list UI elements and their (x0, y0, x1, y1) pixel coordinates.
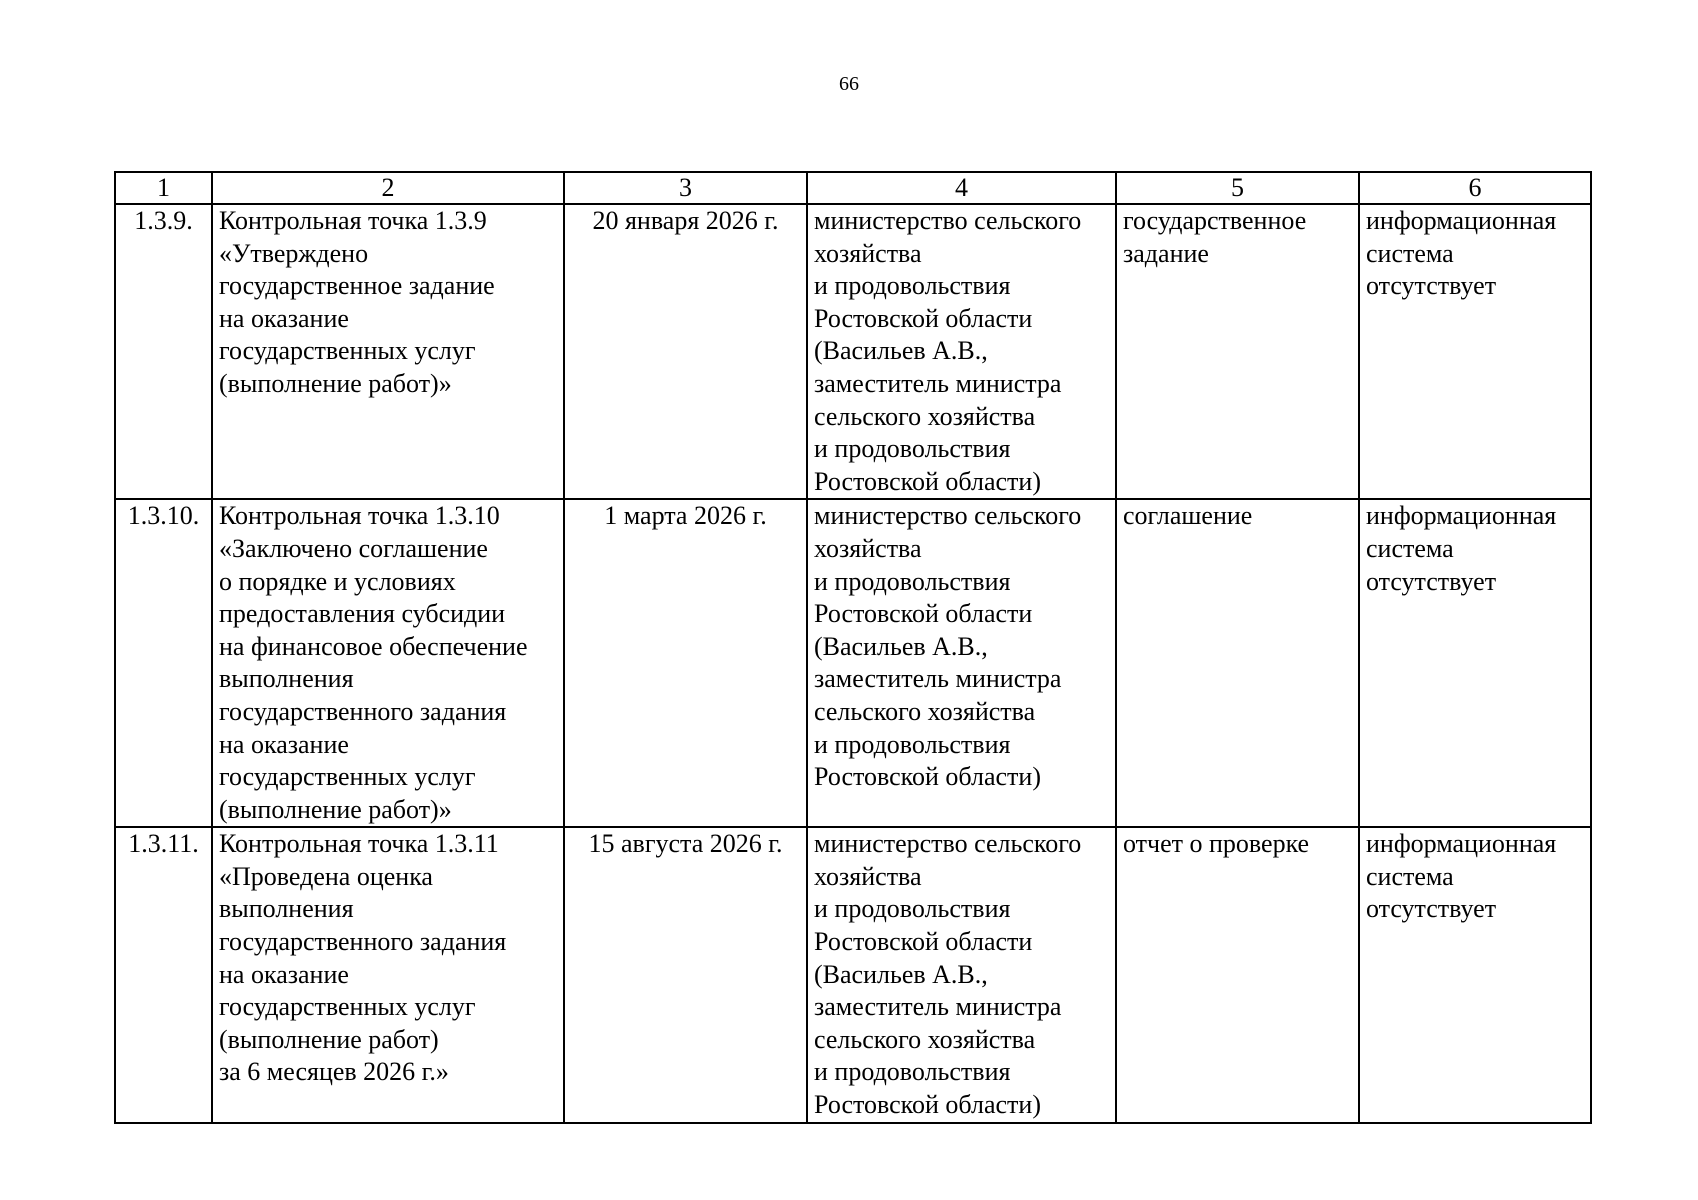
information-system-cell (1359, 827, 1591, 1122)
control-point-name-line: государственных услуг (219, 762, 476, 792)
table-row (115, 204, 1591, 499)
control-point-name-line: о порядке и условиях (219, 566, 456, 596)
information-system-line: информационная (1366, 206, 1557, 235)
responsible-line: сельского хозяйства (814, 696, 1036, 726)
information-system-line: отсутствует (1366, 566, 1497, 596)
column-header-6: 6 (1359, 172, 1591, 204)
responsible-line: (Васильев А.В., (814, 959, 988, 989)
table-row (115, 827, 1591, 1122)
control-point-name-cell (212, 827, 564, 1122)
information-system-line: отсутствует (1366, 894, 1497, 924)
responsible-line: сельского хозяйства (814, 1024, 1036, 1054)
responsible-line: хозяйства (814, 533, 922, 563)
deadline-date-cell: 20 января 2026 г. (564, 204, 807, 499)
document-type-cell (1116, 204, 1359, 499)
responsible-line: сельского хозяйства (814, 401, 1036, 431)
responsible-line: хозяйства (814, 238, 922, 268)
responsible-line: Ростовской области) (814, 762, 1041, 792)
responsible-line: (Васильев А.В., (814, 631, 988, 661)
control-point-name-line: на оказание (219, 303, 349, 333)
control-point-name-line: государственного задания (219, 696, 507, 726)
document-type-cell (1116, 499, 1359, 827)
responsible-line: и продовольствия (814, 271, 1011, 301)
responsible-line: Ростовской области) (814, 1090, 1041, 1120)
responsible-line: Ростовской области (814, 599, 1033, 629)
column-header-2: 2 (212, 172, 564, 204)
control-point-name-line: выполнения (219, 664, 354, 694)
responsible-line: министерство сельского (814, 829, 1082, 859)
responsible-line: и продовольствия (814, 434, 1011, 464)
control-points-table (114, 171, 1592, 1124)
information-system-cell (1359, 204, 1591, 499)
responsible-line: министерство сельского (814, 206, 1082, 235)
row-number-cell: 1.3.9. (115, 204, 212, 499)
document-type-cell (1116, 827, 1359, 1122)
responsible-line: и продовольствия (814, 566, 1011, 596)
control-point-name-line: государственных услуг (219, 336, 476, 366)
control-point-name-line: государственного задания (219, 927, 507, 957)
information-system-line: система (1366, 861, 1454, 891)
table-header-row (115, 172, 1591, 204)
responsible-line: и продовольствия (814, 894, 1011, 924)
column-header-3: 3 (564, 172, 807, 204)
column-header-5: 5 (1116, 172, 1359, 204)
responsible-cell (807, 499, 1116, 827)
responsible-line: министерство сельского (814, 501, 1082, 531)
responsible-line: Ростовской области (814, 303, 1033, 333)
responsible-line: (Васильев А.В., (814, 336, 988, 366)
responsible-line: заместитель министра (814, 664, 1062, 694)
control-point-name-line: «Заключено соглашение (219, 533, 488, 563)
control-point-name-line: Контрольная точка 1.3.9 (219, 206, 487, 235)
control-point-name-line: Контрольная точка 1.3.11 (219, 829, 499, 859)
column-header-4: 4 (807, 172, 1116, 204)
responsible-line: Ростовской области (814, 927, 1033, 957)
column-header-1: 1 (115, 172, 212, 204)
document-type-line: задание (1123, 238, 1209, 268)
control-point-name-line: выполнения (219, 894, 354, 924)
control-point-name-line: государственное задание (219, 271, 495, 301)
control-point-name-cell (212, 204, 564, 499)
control-point-name-line: государственных услуг (219, 992, 476, 1022)
control-point-name-line: (выполнение работ) (219, 1024, 439, 1054)
control-point-name-line: (выполнение работ)» (219, 794, 452, 824)
control-point-name-line: на финансовое обеспечение (219, 631, 528, 661)
responsible-cell (807, 204, 1116, 499)
control-point-name-line: за 6 месяцев 2026 г.» (219, 1057, 449, 1087)
responsible-line: Ростовской области) (814, 466, 1041, 496)
responsible-cell (807, 827, 1116, 1122)
document-type-line: государственное (1123, 206, 1307, 235)
row-number-cell: 1.3.11. (115, 827, 212, 1122)
table-row (115, 499, 1591, 827)
control-point-name-line: «Утверждено (219, 238, 369, 268)
responsible-line: и продовольствия (814, 729, 1011, 759)
deadline-date-cell: 1 марта 2026 г. (564, 499, 807, 827)
control-point-name-line: (выполнение работ)» (219, 368, 452, 398)
page-number: 66 (839, 73, 859, 95)
control-point-name-cell (212, 499, 564, 827)
control-point-name-line: на оказание (219, 959, 349, 989)
document-type-line: соглашение (1123, 501, 1253, 531)
information-system-line: система (1366, 533, 1454, 563)
information-system-line: информационная (1366, 829, 1557, 859)
information-system-line: отсутствует (1366, 271, 1497, 301)
row-number-cell: 1.3.10. (115, 499, 212, 827)
control-point-name-line: предоставления субсидии (219, 599, 506, 629)
responsible-line: заместитель министра (814, 992, 1062, 1022)
responsible-line: хозяйства (814, 861, 922, 891)
control-point-name-line: на оказание (219, 729, 349, 759)
responsible-line: заместитель министра (814, 368, 1062, 398)
document-type-line: отчет о проверке (1123, 829, 1310, 859)
information-system-line: информационная (1366, 501, 1557, 531)
information-system-cell (1359, 499, 1591, 827)
deadline-date-cell: 15 августа 2026 г. (564, 827, 807, 1122)
control-point-name-line: «Проведена оценка (219, 861, 433, 891)
responsible-line: и продовольствия (814, 1057, 1011, 1087)
information-system-line: система (1366, 238, 1454, 268)
control-point-name-line: Контрольная точка 1.3.10 (219, 501, 500, 531)
